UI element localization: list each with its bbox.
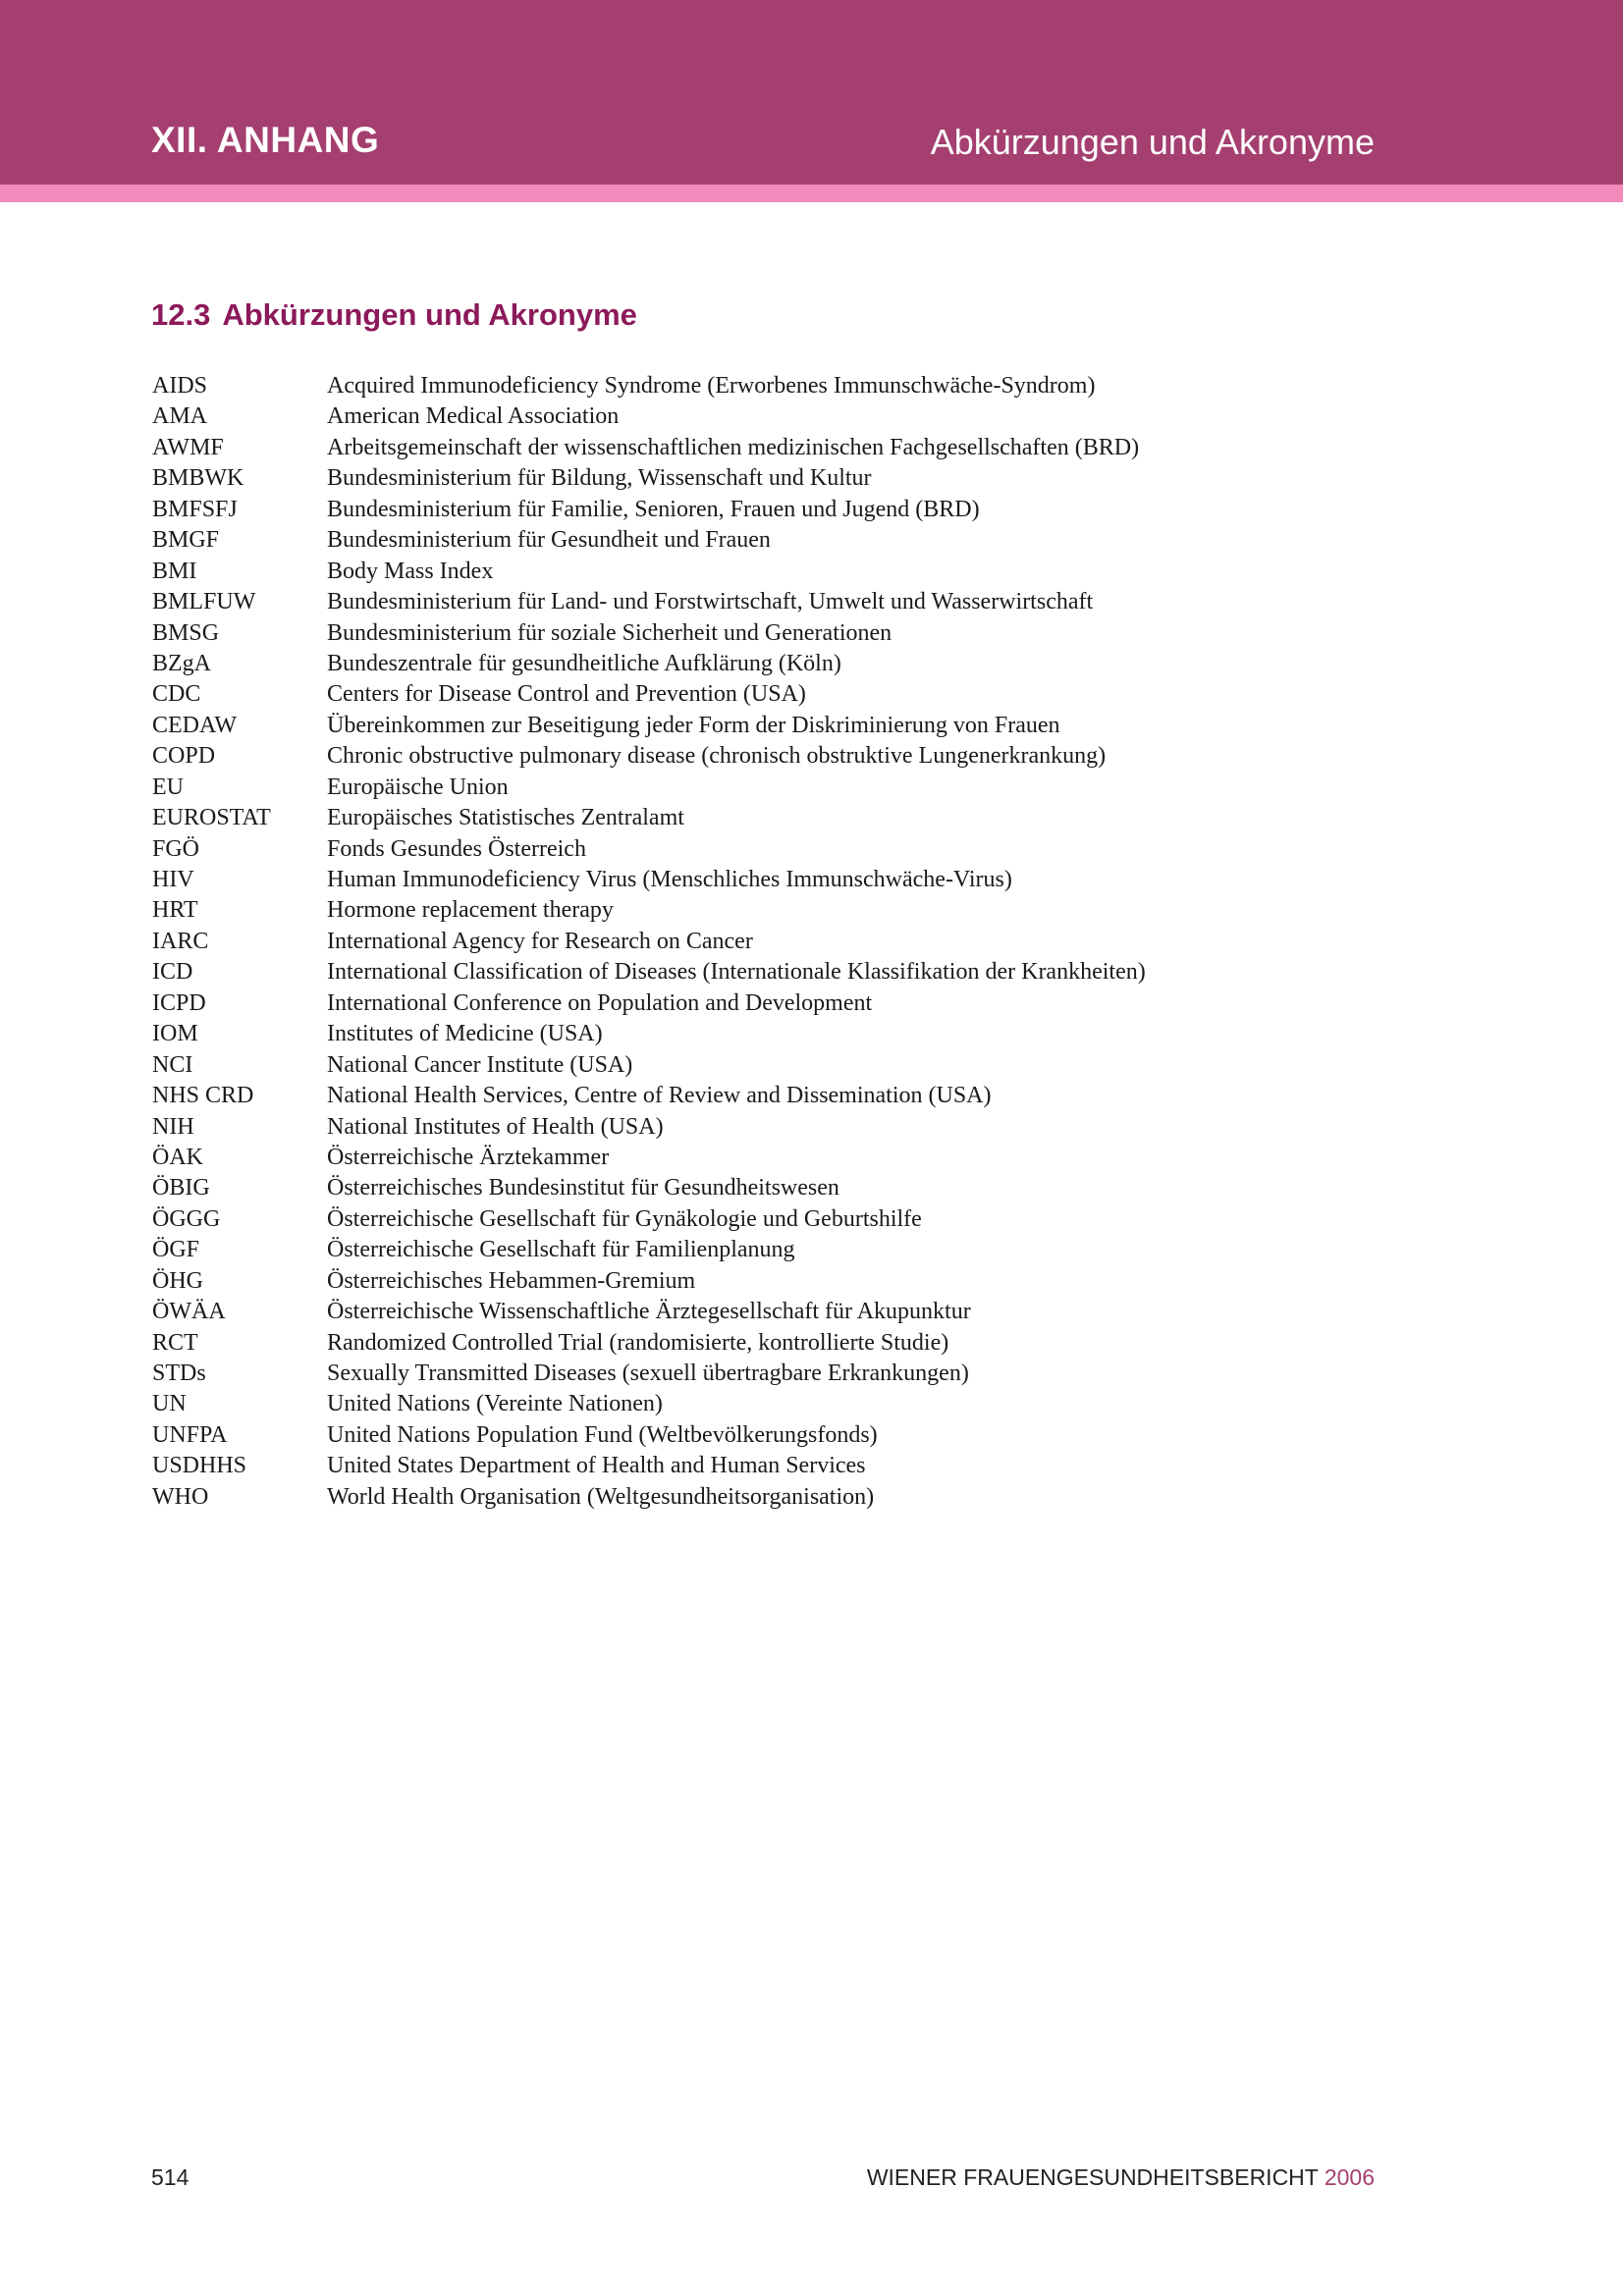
abbreviation-row bbox=[152, 495, 1429, 525]
abbreviation-term: BMBWK bbox=[152, 465, 244, 492]
abbreviation-definition: International Conference on Population and Development bbox=[327, 989, 873, 1016]
abbreviation-term: BMI bbox=[152, 558, 197, 584]
abbreviation-term: USDHHS bbox=[152, 1453, 247, 1479]
abbreviation-definition: United States Department of Health and Human Services bbox=[327, 1453, 866, 1479]
abbreviation-row bbox=[152, 525, 1429, 556]
abbreviation-term: HIV bbox=[152, 867, 194, 892]
abbreviation-term: ICPD bbox=[152, 989, 206, 1016]
abbreviation-row bbox=[152, 1019, 1429, 1049]
abbreviation-term: BMFSFJ bbox=[152, 496, 238, 522]
chapter-title: XII. ANHANG bbox=[151, 120, 380, 160]
abbreviation-definition: Österreichische Ärztekammer bbox=[327, 1144, 610, 1170]
abbreviation-row bbox=[152, 1482, 1429, 1513]
abbreviation-row bbox=[152, 1204, 1429, 1235]
abbreviation-term: EUROSTAT bbox=[152, 805, 271, 831]
abbreviation-definition: Bundeszentrale für gesundheitliche Aufklärung (Köln) bbox=[327, 650, 841, 676]
abbreviation-row bbox=[152, 679, 1429, 710]
abbreviation-row bbox=[152, 1112, 1429, 1143]
abbreviation-definition: World Health Organisation (Weltgesundheitsorganisation) bbox=[327, 1483, 875, 1510]
abbreviation-definition: Österreichisches Hebammen-Gremium bbox=[327, 1267, 696, 1294]
abbreviation-definition: Fonds Gesundes Österreich bbox=[327, 835, 586, 862]
abbreviation-definition: Chronic obstructive pulmonary disease (chronisch obstruktive Lungenerkrankung) bbox=[327, 743, 1107, 770]
abbreviation-definition: Centers for Disease Control and Prevention (USA) bbox=[327, 681, 806, 708]
abbreviation-definition: Bundesministerium für Familie, Senioren, Frauen und Jugend (BRD) bbox=[327, 496, 980, 522]
abbreviation-definition: Bundesministerium für soziale Sicherheit und Generationen bbox=[327, 619, 893, 646]
abbreviation-definition: United Nations (Vereinte Nationen) bbox=[327, 1391, 663, 1417]
abbreviation-term: CDC bbox=[152, 681, 201, 708]
abbreviation-definition: International Agency for Research on Cancer bbox=[327, 928, 753, 954]
abbreviation-row bbox=[152, 401, 1429, 432]
abbreviation-term: NCI bbox=[152, 1051, 193, 1078]
abbreviation-term: COPD bbox=[152, 743, 216, 770]
publication-name: WIENER FRAUENGESUNDHEITSBERICHT bbox=[866, 2164, 1319, 2190]
abbreviation-row bbox=[152, 741, 1429, 772]
abbreviation-row bbox=[152, 1050, 1429, 1081]
abbreviation-term: ÖGF bbox=[152, 1237, 200, 1263]
abbreviation-definition: Bundesministerium für Bildung, Wissenschaft und Kultur bbox=[327, 465, 872, 492]
abbreviation-row bbox=[152, 1173, 1429, 1203]
abbreviation-term: ÖHG bbox=[152, 1267, 203, 1294]
abbreviation-term: BMLFUW bbox=[152, 589, 256, 615]
publication-footer bbox=[867, 2164, 1375, 2191]
abbreviation-row bbox=[152, 649, 1429, 679]
page-number: 514 bbox=[151, 2164, 189, 2190]
abbreviation-row bbox=[152, 957, 1429, 988]
abbreviation-definition: Österreichische Gesellschaft für Familienplanung bbox=[327, 1237, 795, 1263]
abbreviation-definition: National Institutes of Health (USA) bbox=[327, 1113, 664, 1140]
abbreviation-definition: Body Mass Index bbox=[327, 558, 494, 584]
abbreviation-term: BMSG bbox=[152, 619, 220, 646]
abbreviation-term: AMA bbox=[152, 403, 208, 430]
abbreviation-row bbox=[152, 1451, 1429, 1481]
abbreviation-row bbox=[152, 1081, 1429, 1111]
abbreviation-definition: Bundesministerium für Gesundheit und Frauen bbox=[327, 527, 771, 554]
abbreviation-row bbox=[152, 803, 1429, 833]
abbreviation-row bbox=[152, 865, 1429, 895]
section-title-text: Abkürzungen und Akronyme bbox=[222, 297, 637, 332]
abbreviation-term: BMGF bbox=[152, 527, 220, 554]
abbreviation-row bbox=[152, 1328, 1429, 1359]
abbreviation-term: IARC bbox=[152, 928, 209, 954]
abbreviation-row bbox=[152, 1297, 1429, 1327]
abbreviation-list bbox=[152, 371, 1429, 1513]
abbreviation-row bbox=[152, 927, 1429, 957]
abbreviation-term: WHO bbox=[152, 1483, 209, 1510]
abbreviation-definition: International Classification of Diseases (Internationale Klassifikation der Krankheiten) bbox=[327, 959, 1146, 986]
abbreviation-term: UNFPA bbox=[152, 1421, 228, 1448]
abbreviation-row bbox=[152, 557, 1429, 587]
abbreviation-definition: Übereinkommen zur Beseitigung jeder Form der Diskriminierung von Frauen bbox=[327, 712, 1060, 738]
abbreviation-definition: Österreichisches Bundesinstitut für Gesundheitswesen bbox=[327, 1175, 839, 1201]
abbreviation-row bbox=[152, 1359, 1429, 1389]
abbreviation-definition: Acquired Immunodeficiency Syndrome (Erworbenes Immunschwäche-Syndrom) bbox=[327, 373, 1096, 399]
abbreviation-term: EU bbox=[152, 774, 184, 800]
abbreviation-row bbox=[152, 371, 1429, 401]
abbreviation-term: UN bbox=[152, 1391, 187, 1417]
abbreviation-row bbox=[152, 1235, 1429, 1265]
abbreviation-term: AIDS bbox=[152, 373, 208, 399]
abbreviation-row bbox=[152, 1266, 1429, 1297]
abbreviation-definition: Österreichische Gesellschaft für Gynäkologie und Geburtshilfe bbox=[327, 1205, 922, 1232]
abbreviation-term: STDs bbox=[152, 1361, 206, 1386]
abbreviation-term: ÖAK bbox=[152, 1144, 203, 1170]
abbreviation-definition: Sexually Transmitted Diseases (sexuell übertragbare Erkrankungen) bbox=[327, 1361, 969, 1386]
abbreviation-term: RCT bbox=[152, 1329, 198, 1356]
header-stripe bbox=[0, 185, 1623, 202]
abbreviation-term: CEDAW bbox=[152, 712, 238, 738]
abbreviation-term: NIH bbox=[152, 1113, 194, 1140]
section-number: 12.3 bbox=[151, 297, 211, 332]
abbreviation-term: NHS CRD bbox=[152, 1083, 254, 1109]
abbreviation-definition: Institutes of Medicine (USA) bbox=[327, 1021, 603, 1047]
abbreviation-definition: Europäische Union bbox=[327, 774, 509, 800]
abbreviation-row bbox=[152, 1420, 1429, 1451]
abbreviation-definition: Bundesministerium für Land- und Forstwirtschaft, Umwelt und Wasserwirtschaft bbox=[327, 589, 1094, 615]
abbreviation-definition: Human Immunodeficiency Virus (Menschliches Immunschwäche-Virus) bbox=[327, 867, 1012, 892]
abbreviation-row bbox=[152, 988, 1429, 1019]
abbreviation-term: ICD bbox=[152, 959, 193, 986]
abbreviation-definition: Österreichische Wissenschaftliche Ärztegesellschaft für Akupunktur bbox=[327, 1299, 971, 1325]
abbreviation-row bbox=[152, 1389, 1429, 1419]
abbreviation-term: BZgA bbox=[152, 650, 211, 676]
abbreviation-row bbox=[152, 895, 1429, 926]
abbreviation-definition: American Medical Association bbox=[327, 403, 620, 430]
abbreviation-definition: Arbeitsgemeinschaft der wissenschaftlichen medizinischen Fachgesellschaften (BRD) bbox=[327, 434, 1140, 460]
abbreviation-definition: Europäisches Statistisches Zentralamt bbox=[327, 805, 684, 831]
abbreviation-row bbox=[152, 1143, 1429, 1173]
abbreviation-row bbox=[152, 618, 1429, 649]
abbreviation-term: AWMF bbox=[152, 434, 224, 460]
abbreviation-term: ÖWÄA bbox=[152, 1299, 226, 1325]
abbreviation-term: FGÖ bbox=[152, 835, 200, 862]
abbreviation-row bbox=[152, 587, 1429, 617]
abbreviation-row bbox=[152, 711, 1429, 741]
abbreviation-row bbox=[152, 773, 1429, 803]
section-heading bbox=[151, 297, 637, 333]
abbreviation-term: ÖBIG bbox=[152, 1175, 210, 1201]
abbreviation-definition: United Nations Population Fund (Weltbevölkerungsfonds) bbox=[327, 1421, 878, 1448]
abbreviation-definition: National Health Services, Centre of Review and Dissemination (USA) bbox=[327, 1083, 992, 1109]
abbreviation-row bbox=[152, 463, 1429, 494]
abbreviation-row bbox=[152, 433, 1429, 463]
publication-year: 2006 bbox=[1324, 2164, 1375, 2190]
abbreviation-term: IOM bbox=[152, 1021, 198, 1047]
abbreviation-definition: National Cancer Institute (USA) bbox=[327, 1051, 633, 1078]
abbreviation-definition: Randomized Controlled Trial (randomisierte, kontrollierte Studie) bbox=[327, 1329, 949, 1356]
abbreviation-row bbox=[152, 834, 1429, 865]
abbreviation-term: ÖGGG bbox=[152, 1205, 221, 1232]
abbreviation-term: HRT bbox=[152, 897, 198, 924]
abbreviation-definition: Hormone replacement therapy bbox=[327, 897, 614, 924]
running-section-title: Abkürzungen und Akronyme bbox=[930, 122, 1375, 162]
